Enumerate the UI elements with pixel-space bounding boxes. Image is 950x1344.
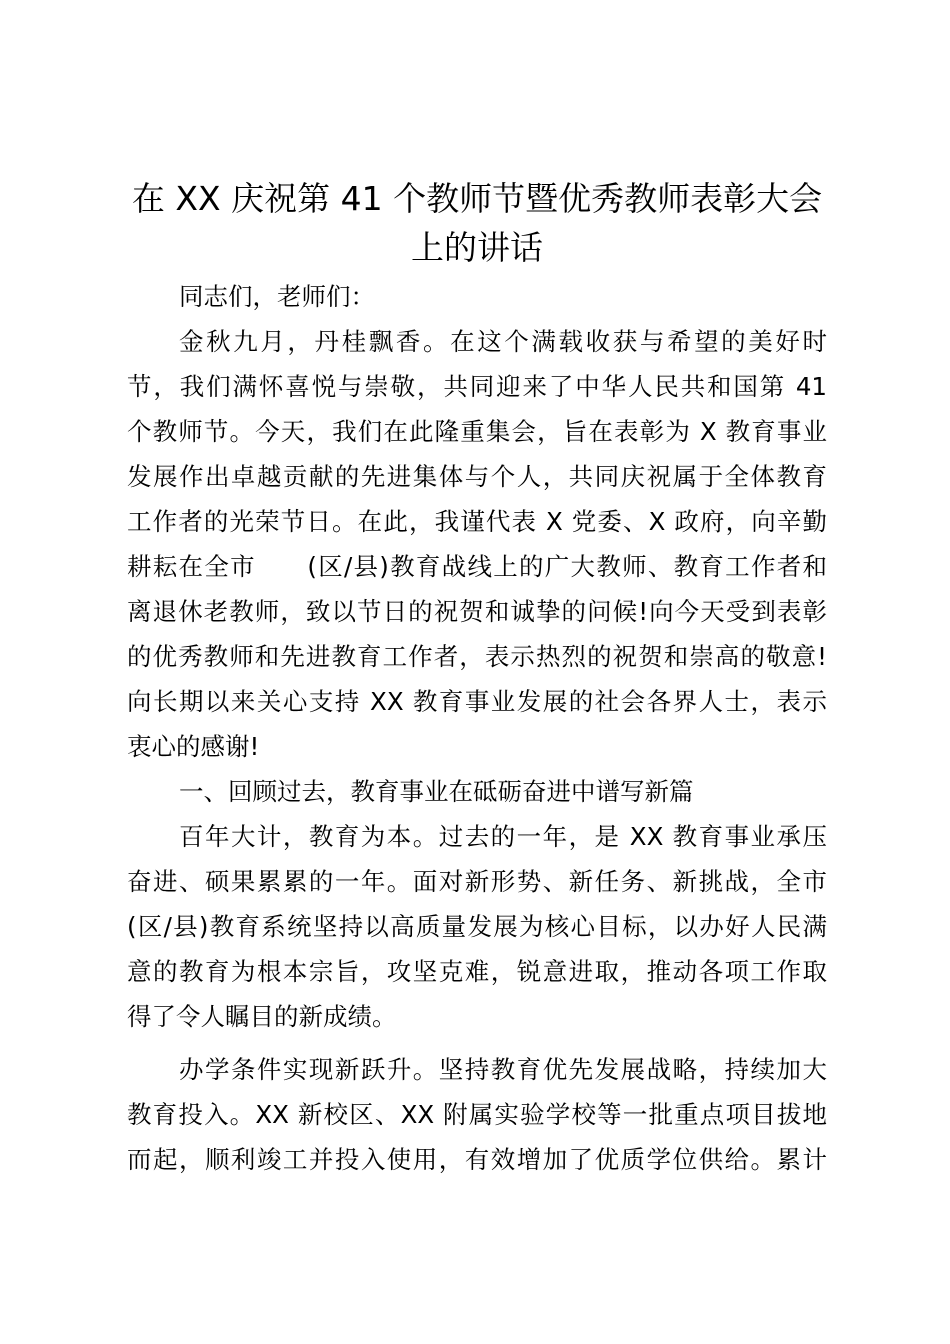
title-line: 在 XX 庆祝第 41 个教师节暨优秀教师表彰大会 — [131, 179, 823, 218]
text-line: 而起，顺利竣工并投入使用，有效增加了优质学位供给。累计 — [127, 1145, 827, 1174]
text-line: 个教师节。今天，我们在此隆重集会，旨在表彰为 X 教育事业 — [127, 417, 827, 446]
greeting: 同志们，老师们： — [179, 282, 375, 311]
text-line: 百年大计，教育为本。过去的一年，是 XX 教育事业承压 — [179, 822, 827, 851]
text-line: 离退休老教师，致以节日的祝贺和诚挚的问候!向今天受到表彰 — [127, 597, 827, 626]
paragraph-conditions — [127, 1047, 827, 1182]
document-title — [119, 174, 835, 272]
text-line: 意的教育为根本宗旨，攻坚克难，锐意进取，推动各项工作取 — [127, 957, 827, 986]
text-line: 办学条件实现新跃升。坚持教育优先发展战略，持续加大 — [179, 1055, 827, 1084]
text-line: 耕耘在全市 (区/县)教育战线上的广大教师、教育工作者和 — [127, 552, 827, 581]
text-line: 金秋九月，丹桂飘香。在这个满载收获与希望的美好时 — [179, 327, 827, 356]
text-line: 发展作出卓越贡献的先进集体与个人，共同庆祝属于全体教育 — [127, 462, 827, 491]
paragraph-opening — [127, 319, 827, 769]
title-line: 上的讲话 — [411, 228, 543, 267]
text-line: 得了令人瞩目的新成绩。 — [127, 1002, 397, 1031]
text-line: 向长期以来关心支持 XX 教育事业发展的社会各界人士，表示 — [127, 687, 827, 716]
text-line: (区/县)教育系统坚持以高质量发展为核心目标，以办好人民满 — [127, 912, 827, 941]
text-line: 衷心的感谢! — [127, 732, 260, 761]
text-line: 教育投入。XX 新校区、XX 附属实验学校等一批重点项目拔地 — [127, 1100, 827, 1129]
heading-text: 一、回顾过去，教育事业在砥砺奋进中谱写新篇 — [179, 777, 694, 806]
text-line: 工作者的光荣节日。在此，我谨代表 X 党委、X 政府，向辛勤 — [127, 507, 827, 536]
text-line: 奋进、硕果累累的一年。面对新形势、新任务、新挑战，全市 — [127, 867, 827, 896]
document-page — [127, 174, 827, 1182]
text-line: 节，我们满怀喜悦与崇敬，共同迎来了中华人民共和国第 41 — [127, 372, 827, 401]
section-heading — [127, 769, 827, 814]
text-line: 的优秀教师和先进教育工作者，表示热烈的祝贺和崇高的敬意! — [127, 642, 827, 671]
paragraph-review — [127, 814, 827, 1039]
